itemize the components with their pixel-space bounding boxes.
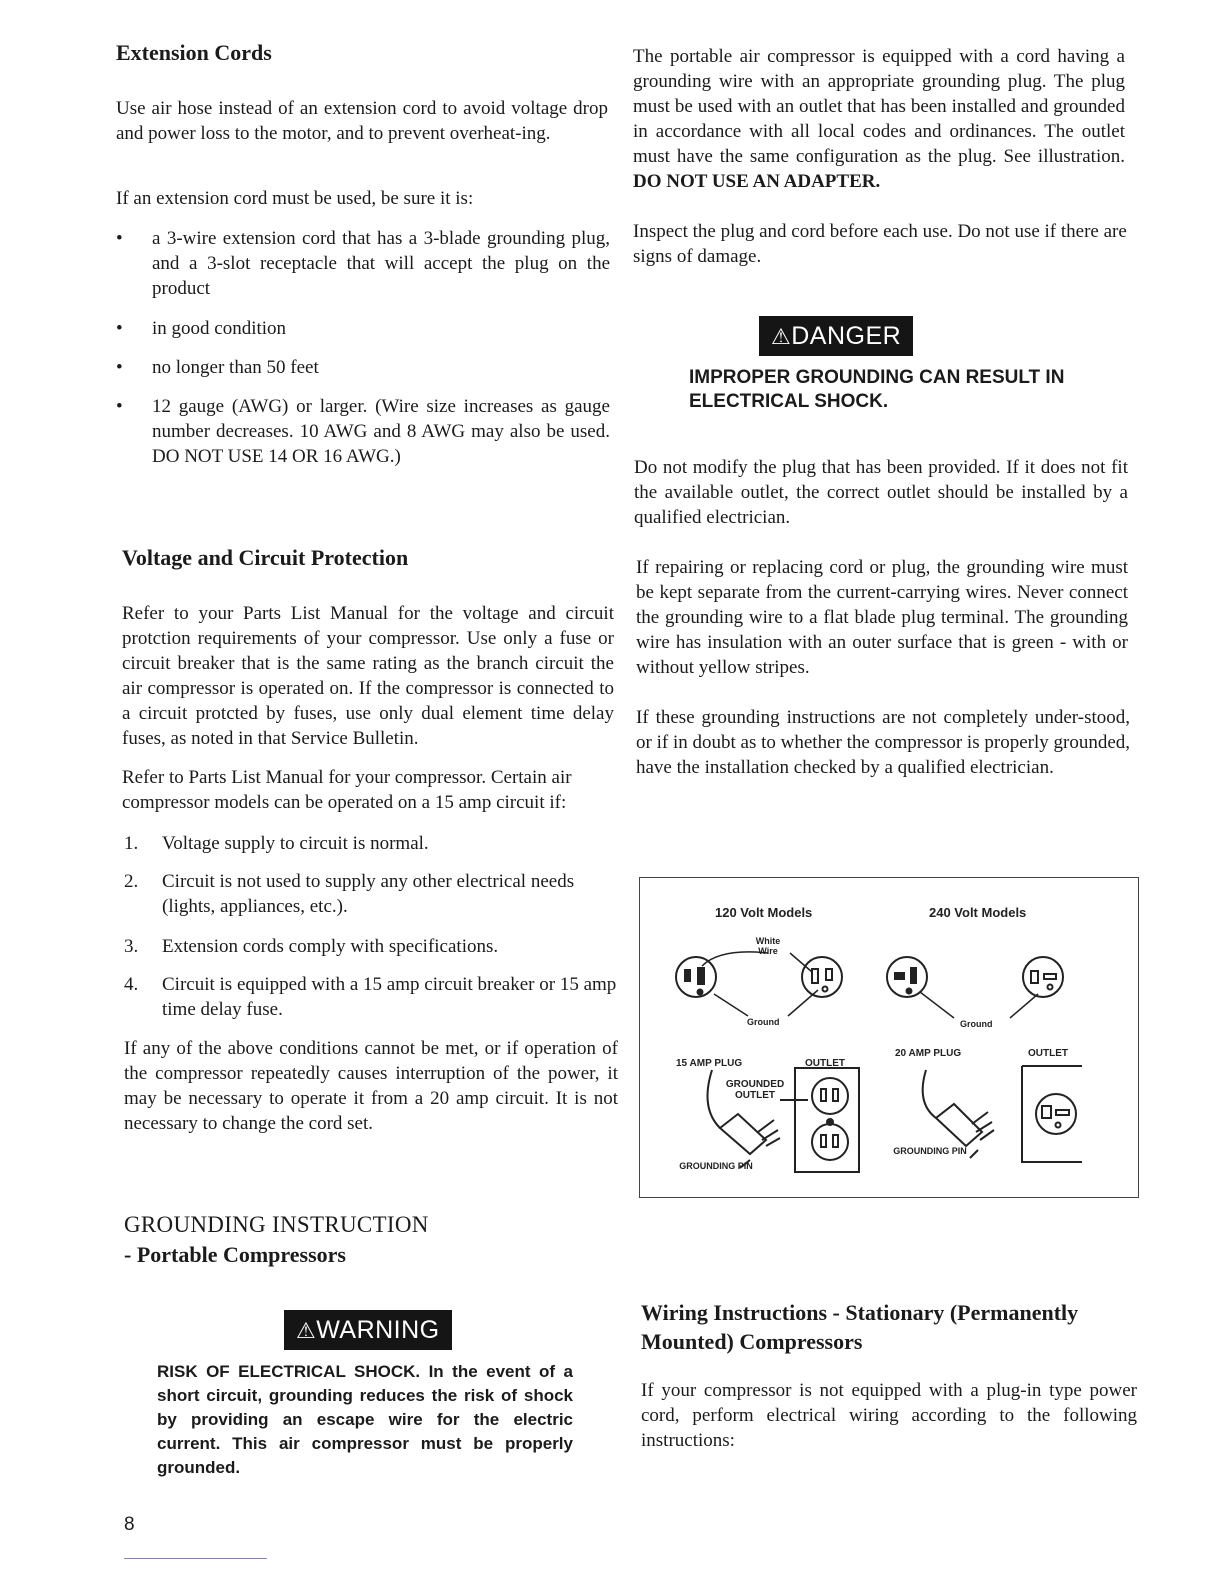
- page-number: 8: [124, 1514, 135, 1535]
- right-para-4: If repairing or replacing cord or plug, the grounding wire must be kept separate from the current-carrying wires. Never connect the grounding wire to a flat blade plug terminal. The grounding wire has insulation with an outer surface that is green - with or without yellow stripes.: [636, 557, 1128, 678]
- voltage-para-1: Refer to your Parts List Manual for the voltage and circuit protction requirements of your compressor. Use only a fuse or circuit breaker that is the same rating as the branch circuit the air compressor is operated on. If the compressor is connected to a circuit protcted by fuses, use only dual element time delay fuses, as noted in that Service Bulletin.: [122, 603, 614, 749]
- title-240v: 240 Volt Models: [929, 905, 1027, 920]
- outlet-20a-label: OUTLET: [1028, 1048, 1068, 1059]
- outlet-240v-face-icon: [1023, 957, 1063, 997]
- danger-label-text: DANGER: [791, 322, 902, 350]
- bullet-dot: •: [116, 396, 123, 417]
- warning-label: [284, 1310, 452, 1350]
- numbered-item: [124, 869, 618, 923]
- voltage-para-2: Refer to Parts List Manual for your compressor. Certain air compressor models can be operated on a 15 amp circuit if:: [122, 767, 572, 813]
- grounding-heading-line-2: - Portable Compressors: [124, 1242, 346, 1267]
- item-number: 3.: [124, 936, 139, 957]
- bullet-item: [116, 226, 610, 306]
- right-para-2: Inspect the plug and cord before each use. Do not use if there are signs of damage.: [633, 221, 1127, 267]
- white-wire-label: White Wire: [755, 936, 781, 956]
- numbered-item: [124, 972, 618, 1026]
- plug-outlet-illustration: [640, 878, 1138, 1197]
- extension-para-1: Use air hose instead of an extension cord to avoid voltage drop and power loss to the motor, and to prevent overheat-ing.: [116, 98, 608, 144]
- numbered-item: [124, 934, 618, 962]
- grounding-pin-label-20a: GROUNDING PIN: [893, 1146, 967, 1156]
- item-text: Circuit is equipped with a 15 amp circuit breaker or 15 amp time delay fuse.: [162, 974, 617, 1020]
- grounding-heading: [124, 1210, 429, 1270]
- warning-text: RISK OF ELECTRICAL SHOCK. In the event of a short circuit, grounding reduces the risk of shock by providing an escape wire for the electric current. This air compressor must be properly grounded.: [157, 1362, 573, 1477]
- extension-cords-heading: Extension Cords: [116, 40, 272, 65]
- pointer-lines-120v: [702, 952, 818, 1016]
- item-number: 2.: [124, 871, 139, 892]
- voltage-heading: Voltage and Circuit Protection: [122, 545, 409, 570]
- item-text: Voltage supply to circuit is normal.: [162, 833, 429, 854]
- ground-label-240v: Ground: [960, 1019, 993, 1029]
- outlet-15a-label: OUTLET: [805, 1058, 845, 1069]
- bullet-dot: •: [116, 228, 123, 249]
- right-para-1-text: The portable air compressor is equipped with a cord having a grounding wire with an appropriate grounding plug. The plug must be used with an outlet that has been installed and grounded in accordance with all local codes and ordinances. The outlet must have the same configuration as the plug. See illustration.: [633, 46, 1125, 167]
- wiring-heading: Wiring Instructions - Stationary (Permanently Mounted) Compressors: [641, 1300, 1079, 1354]
- grounding-heading-line-1: GROUNDING INSTRUCTION: [124, 1212, 429, 1237]
- wiring-para-1: If your compressor is not equipped with a plug-in type power cord, perform electrical wiring according to the following instructions:: [641, 1380, 1137, 1451]
- numbered-item: [124, 831, 618, 859]
- bullet-text: in good condition: [152, 318, 287, 339]
- item-number: 1.: [124, 833, 139, 854]
- bullet-text: 12 gauge (AWG) or larger. (Wire size increases as gauge number decreases. 10 AWG and 8 AWG may also be used. DO NOT USE 14 OR 16 AWG.): [152, 396, 610, 467]
- warning-triangle-icon: ⚠: [296, 1318, 317, 1343]
- footer-divider: [124, 1558, 267, 1559]
- grounding-pin-label-15a: GROUNDING PIN: [679, 1161, 753, 1171]
- item-text: Extension cords comply with specifications.: [162, 936, 499, 957]
- right-para-5: If these grounding instructions are not completely under-stood, or if in doubt as to whether the compressor is properly grounded, have the installation checked by a qualified electrician.: [636, 707, 1130, 778]
- outlet-120v-face-icon: [802, 957, 842, 997]
- voltage-para-3: If any of the above conditions cannot be met, or if operation of the compressor repeatedly causes interruption of the power, it may be necessary to operate it from a 20 amp circuit. It is not necessary to change the cord set.: [124, 1038, 618, 1134]
- plug-20a-icon: [923, 1070, 994, 1158]
- bullet-dot: •: [116, 318, 123, 339]
- plug-outlet-figure: [639, 877, 1139, 1198]
- plug-240v-face-icon: [887, 957, 927, 997]
- right-para-1: [633, 44, 1125, 194]
- bullet-item: [116, 394, 610, 474]
- outlet-20a-icon: [1022, 1066, 1082, 1162]
- plug-15a-label: 15 AMP PLUG: [676, 1058, 743, 1069]
- bullet-text: a 3-wire extension cord that has a 3-blade grounding plug, and a 3-slot receptacle that will accept the plug on the product: [152, 228, 610, 299]
- warning-label-text: WARNING: [316, 1316, 440, 1344]
- danger-label: [759, 316, 913, 356]
- danger-triangle-icon: ⚠: [771, 324, 792, 349]
- extension-para-2: If an extension cord must be used, be sure it is:: [116, 188, 474, 209]
- pointer-lines-240v: [920, 992, 1038, 1018]
- bullet-dot: •: [116, 357, 123, 378]
- plug-120v-face-icon: [676, 957, 716, 997]
- bullet-item: [116, 316, 610, 344]
- item-number: 4.: [124, 974, 139, 995]
- danger-text: IMPROPER GROUNDING CAN RESULT IN ELECTRICAL SHOCK.: [689, 367, 1065, 412]
- item-text: Circuit is not used to supply any other electrical needs (lights, appliances, etc.).: [162, 871, 575, 917]
- outlet-15a-icon: [780, 1068, 859, 1172]
- bullet-item: [116, 355, 610, 383]
- right-para-3: Do not modify the plug that has been provided. If it does not fit the available outlet, the correct outlet should be installed by a qualified electrician.: [634, 457, 1128, 528]
- ground-label-120v: Ground: [747, 1017, 780, 1027]
- no-adapter-warning: DO NOT USE AN ADAPTER.: [633, 171, 881, 192]
- bullet-text: no longer than 50 feet: [152, 357, 319, 378]
- plug-20a-label: 20 AMP PLUG: [895, 1048, 962, 1059]
- grounded-outlet-label: GROUNDED OUTLET: [725, 1079, 785, 1101]
- title-120v: 120 Volt Models: [715, 905, 813, 920]
